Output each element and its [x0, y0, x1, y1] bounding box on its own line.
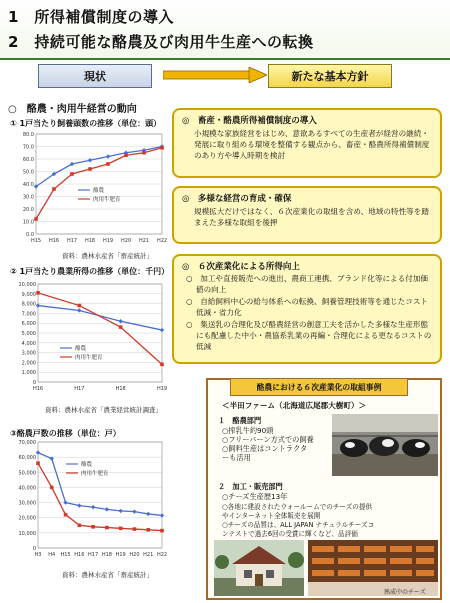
legend-label: 肉用牛肥育: [93, 197, 121, 203]
chart-3-dairy-households: [8, 438, 168, 566]
data-point: [36, 291, 40, 295]
data-point: [105, 526, 109, 530]
policy-box-3-item: ○ 加工や直接販売への進出、農商工連携、ブランド化等による付加価値の向上: [186, 274, 429, 294]
title-header: [0, 0, 450, 60]
data-point: [160, 513, 164, 517]
x-tick-label: H17: [74, 386, 85, 392]
section-title: ○ 酪農・肉用牛経営の動向: [8, 104, 137, 115]
x-tick-label: H22: [156, 238, 168, 244]
chart-2-farm-income: [8, 278, 168, 396]
processing-line: ○チーズの品質は、ALL JAPAN ナチュラルチーズコ: [222, 521, 375, 529]
dairy-line: ○フリーバーン方式での飼養: [222, 435, 314, 444]
y-tick-label: 7,000: [21, 311, 36, 318]
y-tick-label: 60.0: [22, 157, 34, 163]
x-tick-label: H19: [102, 238, 114, 244]
legend-label: 肉用牛肥育: [81, 471, 109, 477]
x-tick-label: H19: [115, 552, 126, 558]
series-line: [38, 306, 162, 331]
data-point: [146, 512, 150, 516]
processing-line: ンテストで過去6回の受賞に輝くなど、品評価: [222, 530, 358, 538]
data-point: [36, 461, 40, 465]
x-tick-label: H21: [138, 238, 150, 244]
data-point: [105, 507, 109, 511]
processing-line: ○各地に建設されたウォールームでのチーズの提供: [222, 503, 373, 511]
case-study-header: 酪農における６次産業化の取組事例: [230, 378, 408, 396]
data-point: [77, 308, 81, 312]
data-point: [124, 153, 128, 157]
data-point: [106, 162, 110, 166]
data-point: [160, 328, 164, 332]
title-line-2: 2 持続可能な酪農及び肉用牛生産への転換: [8, 33, 314, 51]
chart-1-title: ① 1戸当たり飼養頭数の推移（単位：頭）: [10, 119, 162, 128]
policy-box-3-item: ○ 集送乳の合理化及び酪農経営の創意工夫を活かした多様な生産形態にも配慮した中小・農協系乳業の再編・合理化による更なるコストの低減: [186, 320, 432, 351]
data-point: [91, 505, 95, 509]
case-study-farm-name: ＜半田ファーム（北海道広尾郡大樹町）＞: [222, 401, 367, 410]
x-tick-label: H17: [66, 238, 78, 244]
y-tick-label: 70,000: [18, 440, 36, 446]
x-tick-label: H18: [115, 386, 126, 392]
dairy-section-title: １ 酪農部門: [218, 416, 262, 425]
x-tick-label: H20: [129, 552, 140, 558]
data-point: [88, 158, 92, 162]
new-policy-label: 新たな基本方針: [268, 64, 392, 88]
y-tick-label: 10,000: [18, 530, 36, 537]
y-tick-label: 20,000: [18, 515, 36, 522]
y-tick-label: 50.0: [22, 169, 34, 176]
y-tick-label: 3,000: [21, 350, 36, 357]
y-tick-label: 30.0: [22, 194, 34, 201]
policy-box-1-body: 小規模な家族経営をはじめ、意欲あるすべての生産者が経営の継続・発展に取り組める環境を整備する観点から、畜産・酪農所得補償制度のあり方や導入時期を検討: [194, 129, 430, 160]
data-point: [78, 304, 82, 308]
x-tick-label: H18: [84, 238, 96, 244]
y-tick-label: 40,000: [18, 485, 36, 492]
y-tick-label: 8,000: [21, 301, 36, 308]
data-point: [142, 151, 146, 155]
data-point: [146, 528, 150, 532]
data-point: [160, 146, 164, 150]
cheese-photo-caption: 熟成中のチーズ: [384, 589, 426, 596]
series-line: [38, 453, 162, 516]
chart-3-title: ③酪農戸数の推移（単位：戸）: [10, 429, 121, 438]
y-tick-label: 0: [32, 380, 36, 386]
y-tick-label: 80.0: [22, 132, 34, 138]
data-point: [77, 503, 81, 507]
y-tick-label: 0.0: [26, 232, 34, 238]
legend-label: 酪農: [93, 188, 105, 194]
chart-1-source: 資料：農林水産省「畜産統計」: [62, 252, 153, 260]
policy-box-3-title: ◎ ６次産業化による所得向上: [182, 262, 300, 272]
x-tick-label: H16: [74, 552, 85, 558]
data-point: [63, 500, 67, 504]
data-point: [78, 523, 82, 527]
x-tick-label: H21: [143, 552, 154, 558]
data-point: [132, 509, 136, 513]
x-tick-label: H22: [156, 552, 168, 558]
data-point: [88, 167, 92, 171]
data-point: [118, 319, 122, 323]
y-tick-label: 0: [32, 546, 36, 552]
y-tick-label: 2,000: [21, 360, 36, 367]
y-tick-label: 70.0: [22, 144, 34, 151]
arrow-right-icon: [163, 67, 267, 83]
data-point: [119, 527, 123, 531]
plot-area: [38, 442, 162, 548]
data-point: [91, 525, 95, 529]
policy-box-income-compensation: [172, 108, 442, 178]
data-point: [34, 217, 38, 221]
y-tick-label: 5,000: [21, 331, 36, 337]
data-point: [50, 486, 54, 490]
policy-box-3-item: ○ 自給飼料中心の給与体系への転換、飼養管理技術等を通じたコスト低減・省力化: [186, 297, 429, 317]
data-point: [119, 325, 123, 329]
data-point: [64, 513, 68, 517]
policy-box-sixth-industry: [172, 254, 442, 364]
title-line-1: 1 所得補償制度の導入: [8, 8, 174, 26]
processing-line: ○チーズ生産歴13年: [222, 492, 288, 501]
y-tick-label: 6,000: [21, 321, 36, 328]
y-tick-label: 10.0: [22, 219, 34, 226]
legend-label: 酪農: [75, 346, 87, 352]
x-tick-label: H19: [156, 386, 168, 392]
data-point: [106, 154, 110, 158]
y-tick-label: 1,000: [21, 370, 36, 377]
data-point: [118, 509, 122, 513]
y-tick-label: 4,000: [21, 340, 36, 347]
data-point: [52, 187, 56, 191]
current-status-label: 現状: [38, 64, 152, 88]
policy-box-2-title: ◎ 多様な経営の育成・確保: [182, 194, 292, 204]
x-tick-label: H3: [34, 552, 42, 558]
chart-2-source: 資料：農林水産省「農業経営統計調査」: [45, 406, 162, 414]
data-point: [133, 527, 137, 531]
chart-2-title: ② 1戸当たり農業所得の推移（単位：千円）: [10, 267, 170, 276]
processing-section-title: ２ 加工・販売部門: [218, 482, 283, 491]
dairy-line: ○飼料生産はコントラクタ: [222, 444, 308, 453]
processing-line: やインターネット全体販売を展開: [222, 512, 321, 520]
y-tick-label: 10,000: [18, 282, 36, 288]
x-tick-label: H16: [32, 386, 44, 392]
x-tick-label: H15: [30, 238, 42, 244]
y-tick-label: 30,000: [18, 500, 36, 507]
data-point: [36, 303, 40, 307]
dairy-line: ーも活用: [222, 453, 251, 462]
cow-barn-photo: [332, 414, 438, 476]
policy-box-diverse-management: [172, 186, 442, 244]
x-tick-label: H15: [60, 552, 71, 558]
legend-label: 肉用牛肥育: [75, 355, 103, 361]
farm-building-photo: [214, 540, 304, 596]
x-tick-label: H20: [120, 238, 132, 244]
data-point: [70, 172, 74, 176]
y-tick-label: 50,000: [18, 470, 36, 477]
dairy-line: ○搾乳牛約90頭: [222, 426, 274, 435]
y-tick-label: 60,000: [18, 455, 36, 462]
x-tick-label: H16: [48, 238, 60, 244]
legend-label: 酪農: [81, 462, 93, 468]
y-tick-label: 40.0: [22, 182, 34, 188]
policy-box-2-body: 規模拡大だけではなく、６次産業化の取組を含め、地域の特性等を踏まえた多様な取組を後押: [194, 207, 429, 227]
chart-1-herd-size: [8, 128, 168, 250]
data-point: [160, 363, 164, 367]
data-point: [36, 450, 40, 454]
case-study-panel: [206, 378, 442, 600]
data-point: [160, 529, 164, 533]
x-tick-label: H18: [101, 552, 112, 558]
x-tick-label: H4: [48, 552, 56, 558]
chart-3-source: 資料：農林水産省「畜産統計」: [62, 571, 153, 579]
policy-box-1-title: ◎ 畜産・酪農所得補償制度の導入: [182, 116, 317, 126]
y-tick-label: 20.0: [22, 207, 34, 213]
y-tick-label: 9,000: [21, 291, 36, 298]
x-tick-label: H17: [88, 552, 99, 558]
